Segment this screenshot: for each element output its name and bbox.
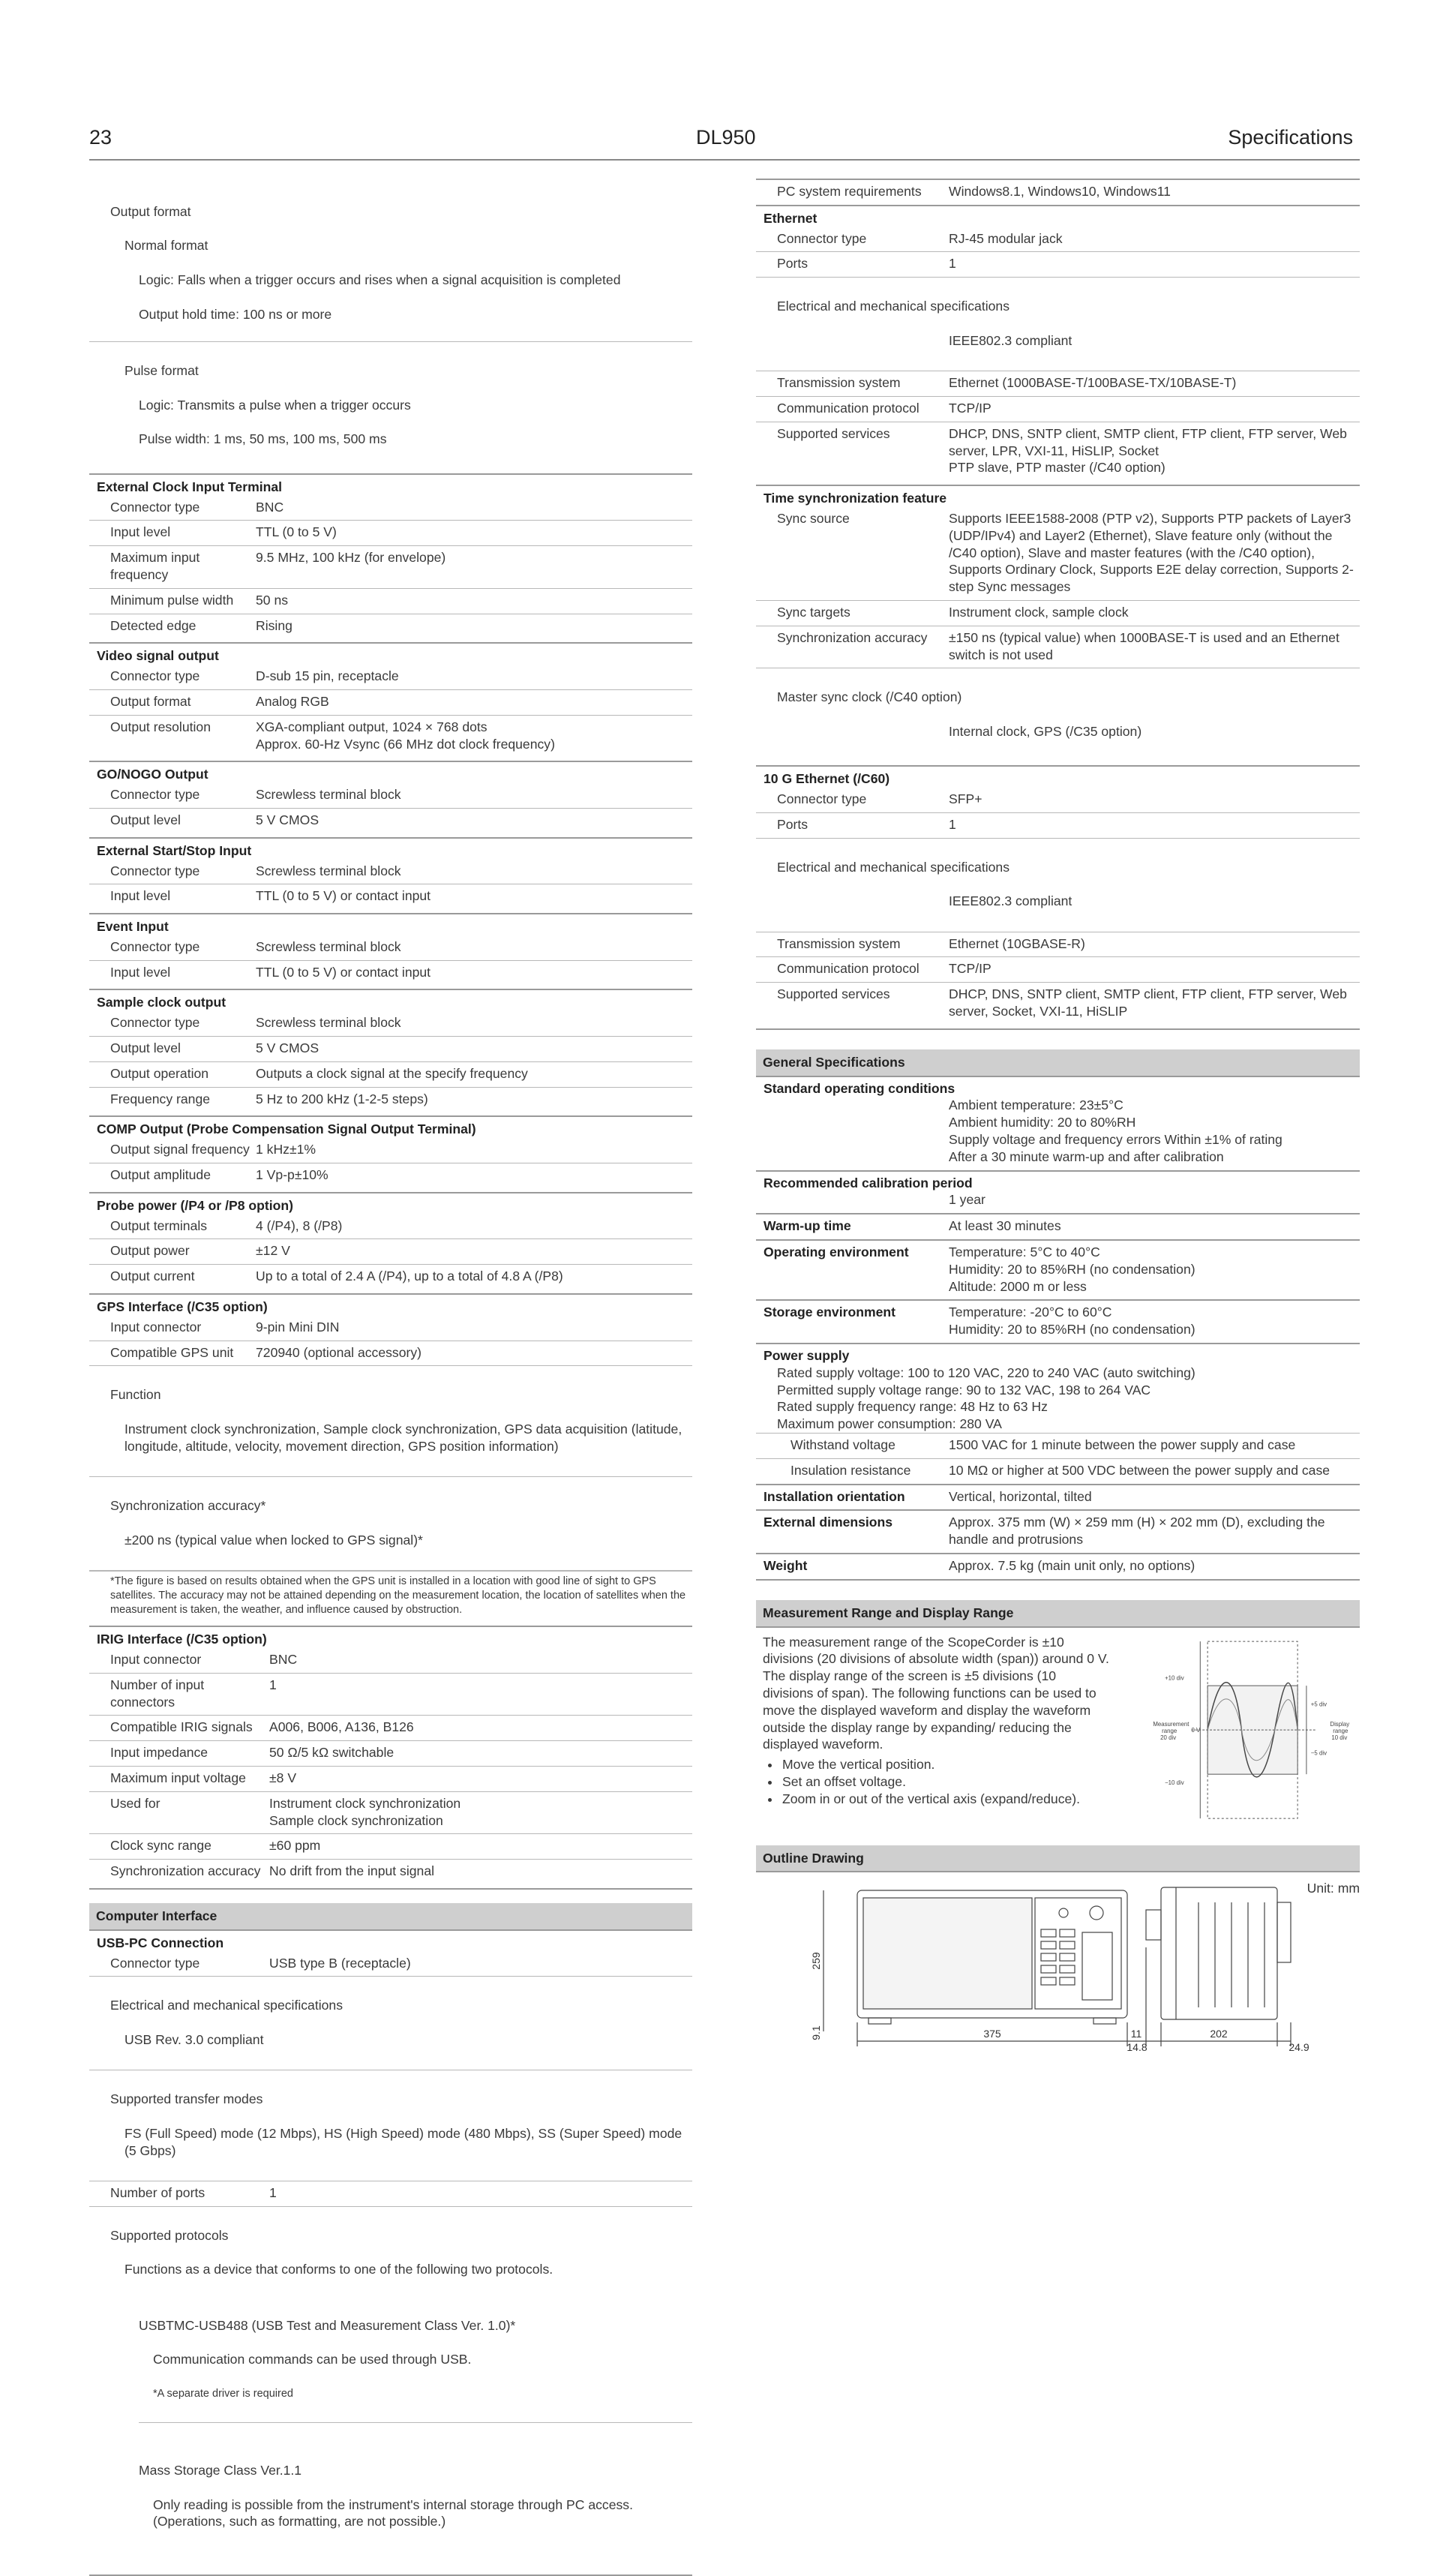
outline-drawing <box>756 1872 1360 2052</box>
spec-label: Synchronization accuracy <box>777 629 928 645</box>
spec-value: 9-pin Mini DIN <box>256 1319 340 1335</box>
meas-range-label-3: 20 div <box>1160 1734 1177 1741</box>
spec-value: 1 kHz±1% <box>256 1142 316 1157</box>
height-dim-label: 259 <box>810 1952 822 1971</box>
spec-row <box>756 601 1360 626</box>
usb-protocols-value: Functions as a device that conforms to one of the following two protocols. <box>124 2262 554 2277</box>
spec-row <box>756 1433 1360 1458</box>
normal-format-title: Normal format <box>124 238 208 254</box>
unit-label: Unit: mm <box>1306 1881 1360 1896</box>
spec-value: No drift from the input signal <box>269 1863 435 1879</box>
usb-connector-label: Connector type <box>110 1955 200 1971</box>
spec-row <box>89 1316 692 1341</box>
ethernet-ports-value: 1 <box>949 256 956 272</box>
spec-value: Supports IEEE1588-2008 (PTP v2), Supports PTP packets of Layer3 (UDP/IPv4) and Layer2 (Ethernet), Slave feature only (without the /C40 option), Slave and master features (with the /C40 option), Supports Ordinary Clock, Supports E2E delay correction, Supports 2-step Sync messages <box>949 510 1354 595</box>
ten-g-connector-label: Connector type <box>777 791 867 807</box>
spec-group <box>89 1117 692 1193</box>
spec-label: External dimensions <box>764 1515 893 1530</box>
header-rule <box>89 159 1360 161</box>
gps-interface-group <box>89 1295 692 1627</box>
ethernet-rows <box>756 371 1360 481</box>
spec-value: Approx. 7.5 kg (main unit only, no options) <box>949 1558 1196 1573</box>
spec-value: Instrument clock, sample clock <box>949 604 1129 620</box>
usb-modes-value: FS (Full Speed) mode (12 Mbps), HS (High Speed) mode (480 Mbps), SS (Super Speed) mode (5 Gbps) <box>124 2125 682 2158</box>
spec-row <box>756 1214 1360 1241</box>
spec-row <box>89 496 692 521</box>
spec-label: Input connector <box>110 1652 202 1667</box>
measurement-range-section <box>756 1628 1360 1838</box>
ten-g-elec-row <box>756 839 1360 932</box>
pc-requirements-row <box>756 179 1360 206</box>
minus-5-div-label: −5 div <box>1311 1749 1328 1757</box>
usb-connector-value: USB type B (receptacle) <box>269 1955 411 1971</box>
spec-label: Supported services <box>777 986 890 1002</box>
spec-row <box>89 935 692 961</box>
spec-label: Warm-up time <box>764 1218 851 1234</box>
spec-value: BNC <box>269 1652 298 1667</box>
power-supply-label: Power supply <box>764 1348 850 1364</box>
power-supply-row <box>756 1344 1360 1485</box>
measurement-range-diagram <box>1124 1635 1360 1838</box>
spec-label: Transmission system <box>777 375 901 391</box>
spec-label: Output amplitude <box>110 1167 211 1183</box>
gps-sync-label: Synchronization accuracy* <box>110 1498 266 1514</box>
meas-range-label-2: range <box>1162 1727 1178 1734</box>
spec-group <box>89 839 692 914</box>
spec-row <box>756 1241 1360 1301</box>
spec-label: Weight <box>764 1558 808 1573</box>
ten-g-ports-row <box>756 813 1360 839</box>
spec-value: Temperature: -20°C to 60°C Humidity: 20 to 85%RH (no condensation) <box>949 1305 1196 1338</box>
gps-title: GPS Interface (/C35 option) <box>97 1299 268 1315</box>
usbtmc-desc: Communication commands can be used through USB. <box>153 2352 472 2367</box>
spec-value: D-sub 15 pin, receptacle <box>256 668 399 684</box>
spec-label: Connector type <box>110 668 200 684</box>
spec-label: Used for <box>110 1795 160 1811</box>
depth-dim-2-label: 202 <box>1210 2028 1228 2040</box>
spec-label: Output format <box>110 693 191 709</box>
spec-value: TTL (0 to 5 V) <box>256 524 337 540</box>
spec-row <box>756 507 1360 601</box>
spec-value: Vertical, horizontal, tilted <box>949 1488 1092 1504</box>
spec-value: Screwless terminal block <box>256 1015 401 1031</box>
spec-value: Ethernet (10GBASE-R) <box>949 935 1085 951</box>
calibration-row <box>756 1172 1360 1215</box>
ten-g-rows <box>756 932 1360 1025</box>
std-conditions-label: Standard operating conditions <box>764 1080 956 1096</box>
ethernet-connector-value: RJ-45 modular jack <box>949 230 1063 246</box>
spec-value: ±12 V <box>256 1243 290 1259</box>
spec-row <box>756 1301 1360 1344</box>
spec-label: Input level <box>110 964 171 980</box>
spec-value: Analog RGB <box>256 693 329 709</box>
spec-value: Up to a total of 2.4 A (/P4), up to a total of 4.8 A (/P8) <box>256 1268 563 1284</box>
spec-row <box>89 1792 692 1835</box>
ten-g-connector-value: SFP+ <box>949 791 982 807</box>
spec-row <box>756 983 1360 1025</box>
std-conditions-row <box>756 1077 1360 1172</box>
gps-function-label: Function <box>110 1387 161 1403</box>
output-format-group <box>89 179 692 475</box>
spec-row <box>89 1341 692 1366</box>
spec-row <box>89 783 692 809</box>
spec-label: Connector type <box>110 1015 200 1031</box>
spec-row <box>756 626 1360 668</box>
spec-label: Frequency range <box>110 1091 211 1106</box>
spec-row <box>89 716 692 758</box>
spec-row <box>756 1511 1360 1554</box>
spec-value: 5 V CMOS <box>256 812 320 827</box>
spec-value: Approx. 375 mm (W) × 259 mm (H) × 202 mm (D), excluding the handle and protrusions <box>949 1515 1325 1548</box>
spec-group <box>89 762 692 838</box>
spec-row <box>89 1088 692 1112</box>
pulse-format-width: Pulse width: 1 ms, 50 ms, 100 ms, 500 ms <box>139 431 387 447</box>
spec-row <box>756 397 1360 422</box>
ten-g-ethernet-group <box>756 767 1360 1030</box>
spec-label: Communication protocol <box>777 961 920 977</box>
spec-label: Supported services <box>777 425 890 441</box>
spec-label: Output level <box>110 812 181 827</box>
spec-label: Communication protocol <box>777 400 920 416</box>
spec-row <box>756 957 1360 983</box>
spec-label: Output current <box>110 1268 195 1284</box>
width-dim-label: 375 <box>983 2028 1001 2040</box>
spec-label: Transmission system <box>777 935 901 951</box>
spec-row <box>89 860 692 885</box>
spec-label: Detected edge <box>110 617 196 633</box>
spec-label: Sync source <box>777 510 850 526</box>
spec-label: Compatible GPS unit <box>110 1344 234 1360</box>
master-sync-row <box>756 668 1360 761</box>
spec-row <box>89 1265 692 1290</box>
ten-g-connector-row <box>756 788 1360 813</box>
spec-group <box>89 1193 692 1295</box>
normal-format-hold: Output hold time: 100 ns or more <box>139 306 332 322</box>
spec-label: Clock sync range <box>110 1838 212 1854</box>
spec-label: Minimum pulse width <box>110 592 234 608</box>
spec-row <box>89 1716 692 1741</box>
disp-range-label-2: range <box>1333 1727 1348 1734</box>
spec-label: Input level <box>110 524 171 540</box>
spec-label: Output terminals <box>110 1217 208 1233</box>
spec-group-title: Sample clock output <box>97 995 226 1010</box>
gps-sync-value: ±200 ns (typical value when locked to GPS signal)* <box>124 1532 423 1548</box>
spec-label: Input connector <box>110 1319 202 1335</box>
spec-group <box>89 914 692 990</box>
pc-requirements-label: PC system requirements <box>777 184 922 199</box>
spec-value: BNC <box>256 499 284 515</box>
spec-value: Screwless terminal block <box>256 938 401 954</box>
spec-group <box>89 990 692 1117</box>
spec-label: Input impedance <box>110 1745 208 1761</box>
spec-value: 720940 (optional accessory) <box>256 1344 422 1360</box>
calibration-value: 1 year <box>949 1192 986 1208</box>
spec-value: TTL (0 to 5 V) or contact input <box>256 964 431 980</box>
spec-group-title: COMP Output (Probe Compensation Signal Output Terminal) <box>97 1121 476 1137</box>
spec-value: ±60 ppm <box>269 1838 321 1854</box>
spec-label: Connector type <box>110 863 200 878</box>
spec-value: Screwless terminal block <box>256 787 401 803</box>
measurement-bullets <box>763 1756 1109 1807</box>
spec-label: Output operation <box>110 1065 209 1081</box>
plus-5-div-label: +5 div <box>1311 1701 1328 1708</box>
spec-value: At least 30 minutes <box>949 1218 1061 1234</box>
usb-ports-value: 1 <box>269 2185 277 2201</box>
model-name: DL950 <box>696 126 756 149</box>
ten-g-ports-value: 1 <box>949 816 956 832</box>
left-spec-groups <box>89 475 692 1295</box>
spec-row <box>756 1554 1360 1581</box>
usb-ports-label: Number of ports <box>110 2185 206 2201</box>
ethernet-elec-value: IEEE802.3 compliant <box>949 332 1072 348</box>
spec-value: 10 MΩ or higher at 500 VDC between the power supply and case <box>949 1462 1330 1478</box>
output-format-normal <box>89 183 692 341</box>
pc-requirements-value: Windows8.1, Windows10, Windows11 <box>949 184 1171 199</box>
ethernet-connector-label: Connector type <box>777 230 867 246</box>
spec-row <box>89 614 692 639</box>
spec-value: DHCP, DNS, SNTP client, SMTP client, FTP client, FTP server, Web server, LPR, VXI-11, HiSLIP, Socket PTP slave, PTP master (/C40 option) <box>949 425 1347 476</box>
spec-label: Insulation resistance <box>790 1462 911 1478</box>
usb-modes-label: Supported transfer modes <box>110 2091 263 2107</box>
page-number: 23 <box>89 126 112 149</box>
spec-group-title: Event Input <box>97 919 169 935</box>
measurement-bullet: • Zoom in or out of the vertical axis (expand/reduce). <box>781 1791 1109 1808</box>
spec-group-title: External Clock Input Terminal <box>97 479 283 494</box>
ethernet-connector-row <box>756 227 1360 253</box>
irig-title: IRIG Interface (/C35 option) <box>97 1632 267 1647</box>
ethernet-ports-label: Ports <box>777 256 808 272</box>
ten-g-elec-value: IEEE802.3 compliant <box>949 893 1072 909</box>
spec-row <box>89 1138 692 1163</box>
spec-row <box>89 1674 692 1716</box>
irig-interface-group <box>89 1627 692 1890</box>
spec-group <box>89 475 692 644</box>
gps-footnote: *The figure is based on results obtained when the GPS unit is installed in a location with good line of sight to GPS satellites. The accuracy may not be attained depending on the measurement location, the location of satellites when the measurement is taken, the weather, and influence caused by obstruction. <box>89 1571 692 1622</box>
spec-row <box>756 1485 1360 1512</box>
ethernet-title: Ethernet <box>764 210 818 226</box>
spec-label: Synchronization accuracy <box>110 1863 261 1879</box>
usbtmc-title: USBTMC-USB488 (USB Test and Measurement Class Ver. 1.0)* <box>139 2317 516 2333</box>
pulse-format-title: Pulse format <box>124 362 199 378</box>
spec-label: Sync targets <box>777 604 850 620</box>
spec-value: 1 <box>269 1677 277 1692</box>
spec-label: Storage environment <box>764 1305 896 1320</box>
spec-value: TCP/IP <box>949 961 992 977</box>
spec-label: Withstand voltage <box>790 1437 896 1453</box>
spec-value: Ethernet (1000BASE-T/100BASE-TX/10BASE-T) <box>949 375 1237 391</box>
spec-row <box>89 546 692 589</box>
spec-group <box>89 644 692 762</box>
usb-modes-row <box>89 2070 692 2181</box>
spec-value: 5 V CMOS <box>256 1040 320 1056</box>
time-sync-rows <box>756 507 1360 668</box>
spec-value: Screwless terminal block <box>256 863 401 878</box>
spec-value: 4 (/P4), 8 (/P8) <box>256 1217 343 1233</box>
left-column <box>89 179 692 2576</box>
measurement-desc: The measurement range of the ScopeCorder is ±10 divisions (20 divisions of absolute width (span)) around 0 V. The display range of the screen is ±5 divisions (10 divisions of span). The following functions can be used to move the displayed waveform and display the waveform outside the display range by expanding/ reducing the displayed waveform. <box>763 1634 1109 1752</box>
usb-title: USB-PC Connection <box>97 1935 224 1950</box>
spec-value: 50 Ω/5 kΩ switchable <box>269 1745 394 1761</box>
usb-protocols-label: Supported protocols <box>110 2227 229 2243</box>
spec-row <box>89 690 692 716</box>
measurement-range-text <box>756 1628 1116 1838</box>
spec-row <box>89 809 692 833</box>
general-spec-heading: General Specifications <box>756 1049 1360 1077</box>
usb-elec-value: USB Rev. 3.0 compliant <box>124 2031 264 2047</box>
spec-value: ±8 V <box>269 1770 297 1785</box>
gps-rows <box>89 1316 692 1366</box>
usbtmc-note: *A separate driver is required <box>153 2387 293 2400</box>
computer-interface-heading: Computer Interface <box>89 1903 692 1931</box>
depth-dim-1-label: 14.8 <box>1126 2041 1148 2053</box>
spec-row <box>89 1834 692 1860</box>
spec-value: TCP/IP <box>949 400 992 416</box>
spec-group-title: Probe power (/P4 or /P8 option) <box>97 1197 293 1213</box>
spec-row <box>89 1741 692 1767</box>
ethernet-elec-row <box>756 278 1360 371</box>
spec-row <box>89 1767 692 1792</box>
spec-value: XGA-compliant output, 1024 × 768 dots Approx. 60-Hz Vsync (66 MHz dot clock frequency) <box>256 719 555 752</box>
spec-row <box>89 1163 692 1188</box>
mass-storage-title: Mass Storage Class Ver.1.1 <box>139 2463 302 2478</box>
spec-value: 1 Vp-p±10% <box>256 1167 328 1183</box>
spec-value: Rising <box>256 617 292 633</box>
right-column <box>756 179 1360 2052</box>
meas-range-label-1: Measurement <box>1153 1720 1190 1728</box>
spec-value: Temperature: 5°C to 40°C Humidity: 20 to 85%RH (no condensation) Altitude: 2000 m or less <box>949 1244 1196 1294</box>
spec-value: TTL (0 to 5 V) or contact input <box>256 888 431 904</box>
spec-row <box>89 521 692 546</box>
disp-range-label-3: 10 div <box>1331 1734 1348 1741</box>
spec-label: Number of input connectors <box>110 1677 205 1710</box>
spec-row <box>89 1648 692 1674</box>
spec-row <box>89 1062 692 1088</box>
gps-function-value: Instrument clock synchronization, Sample clock synchronization, GPS data acquisition (latitude, longitude, altitude, velocity, movement direction, GPS position information) <box>124 1421 682 1454</box>
right-dim-label: 11 <box>1130 2028 1142 2040</box>
gps-function <box>89 1365 692 1477</box>
master-sync-value: Internal clock, GPS (/C35 option) <box>949 723 1142 739</box>
spec-label: Maximum input voltage <box>110 1770 246 1785</box>
page-section-title: Specifications <box>1228 126 1353 149</box>
gps-sync-accuracy <box>89 1477 692 1571</box>
usb-ports-row <box>89 2181 692 2207</box>
spec-group-title: GO/NOGO Output <box>97 767 208 782</box>
spec-row <box>756 371 1360 397</box>
spec-label: Installation orientation <box>764 1488 905 1504</box>
spec-value: ±150 ns (typical value) when 1000BASE-T is used and an Ethernet switch is not used <box>949 629 1340 662</box>
spec-value: 1500 VAC for 1 minute between the power supply and case <box>949 1437 1296 1453</box>
depth-dim-3-label: 24.9 <box>1288 2041 1310 2053</box>
normal-format-logic: Logic: Falls when a trigger occurs and rises when a signal acquisition is completed <box>139 272 621 287</box>
spec-value: 9.5 MHz, 100 kHz (for envelope) <box>256 550 446 566</box>
spec-label: Compatible IRIG signals <box>110 1719 253 1735</box>
spec-row <box>756 1458 1360 1484</box>
usb-protocols-row <box>89 2207 692 2571</box>
spec-row <box>89 961 692 986</box>
ten-g-title: 10 G Ethernet (/C60) <box>764 771 890 787</box>
spec-label: Output resolution <box>110 719 211 734</box>
spec-row <box>89 589 692 614</box>
general-rows-2 <box>756 1485 1360 1581</box>
ethernet-group <box>756 206 1360 486</box>
time-sync-title: Time synchronization feature <box>764 491 947 506</box>
spec-group-title: External Start/Stop Input <box>97 842 252 858</box>
disp-range-label-1: Display <box>1330 1720 1350 1728</box>
measurement-range-heading: Measurement Range and Display Range <box>756 1600 1360 1628</box>
spec-label: Output power <box>110 1243 190 1259</box>
power-rows <box>756 1433 1360 1484</box>
usb-pc-group <box>89 1931 692 2576</box>
spec-row <box>89 1011 692 1037</box>
spec-label: Connector type <box>110 499 200 515</box>
spec-label: Operating environment <box>764 1244 909 1260</box>
spec-value: DHCP, DNS, SNTP client, SMTP client, FTP client, FTP server, Web server, Socket, VXI-11, HiSLIP <box>949 986 1347 1019</box>
spec-value: A006, B006, A136, B126 <box>269 1719 414 1735</box>
mass-storage-desc: Only reading is possible from the instrument's internal storage through PC access. (Operations, such as formatting, are not possible.) <box>153 2496 633 2529</box>
general-rows-1 <box>756 1214 1360 1344</box>
spec-label: Connector type <box>110 938 200 954</box>
std-conditions-value: Ambient temperature: 23±5°C Ambient humidity: 20 to 80%RH Supply voltage and frequency errors Within ±1% of rating After a 30 minute warm-up and after calibration <box>949 1097 1282 1164</box>
spec-label: Output signal frequency <box>110 1142 250 1157</box>
usb-connector-row <box>89 1952 692 1977</box>
zero-volt-label: 0 V <box>1191 1726 1201 1734</box>
outline-drawing-heading: Outline Drawing <box>756 1845 1360 1873</box>
spec-label: Input level <box>110 888 171 904</box>
spec-label: Output level <box>110 1040 181 1056</box>
ethernet-ports-row <box>756 252 1360 278</box>
spec-value: Instrument clock synchronization Sample clock synchronization <box>269 1795 461 1828</box>
outline-drawing-svg <box>756 1872 1360 2052</box>
usb-elec-label: Electrical and mechanical specifications <box>110 1998 343 2013</box>
ethernet-elec-label: Electrical and mechanical specifications <box>777 298 1010 314</box>
side-view-body <box>1161 1887 1277 2019</box>
usb-elec-row <box>89 1977 692 2070</box>
spec-row <box>89 665 692 690</box>
time-sync-group <box>756 486 1360 767</box>
foot-dim-label: 9.1 <box>810 2025 822 2041</box>
general-spec-group <box>756 1077 1360 1581</box>
irig-rows <box>89 1648 692 1884</box>
power-supply-value: Rated supply voltage: 100 to 120 VAC, 220 to 240 VAC (auto switching) Permitted supply voltage range: 90 to 132 VAC, 198 to 264 VAC Rated supply frequency range: 48 Hz to 63 Hz Maximum power consumption: 280 VA <box>777 1365 1196 1432</box>
spec-value: Outputs a clock signal at the specify frequency <box>256 1065 528 1081</box>
ten-g-ports-label: Ports <box>777 816 808 832</box>
spec-row <box>756 932 1360 958</box>
front-view-screen <box>863 1898 1032 2009</box>
spec-label: Maximum input frequency <box>110 550 200 582</box>
measurement-bullet: • Move the vertical position. <box>781 1756 1109 1773</box>
spec-row <box>89 1860 692 1884</box>
spec-row <box>89 884 692 909</box>
spec-row <box>756 422 1360 481</box>
spec-group-title: Video signal output <box>97 648 219 664</box>
spec-row <box>89 1037 692 1062</box>
spec-row <box>89 1214 692 1240</box>
measurement-bullet: • Set an offset voltage. <box>781 1773 1109 1791</box>
pulse-format-logic: Logic: Transmits a pulse when a trigger occurs <box>139 397 411 413</box>
spec-value: 5 Hz to 200 kHz (1-2-5 steps) <box>256 1091 428 1106</box>
output-format-pulse <box>89 341 692 470</box>
output-format-title: Output format <box>110 203 191 219</box>
calibration-label: Recommended calibration period <box>764 1175 973 1190</box>
master-sync-label: Master sync clock (/C40 option) <box>777 689 962 705</box>
plus-10-div-label: +10 div <box>1165 1674 1184 1681</box>
spec-label: Connector type <box>110 787 200 803</box>
ten-g-elec-label: Electrical and mechanical specifications <box>777 859 1010 875</box>
spec-value: 50 ns <box>256 592 289 608</box>
spec-row <box>89 1239 692 1265</box>
minus-10-div-label: −10 div <box>1165 1779 1184 1786</box>
